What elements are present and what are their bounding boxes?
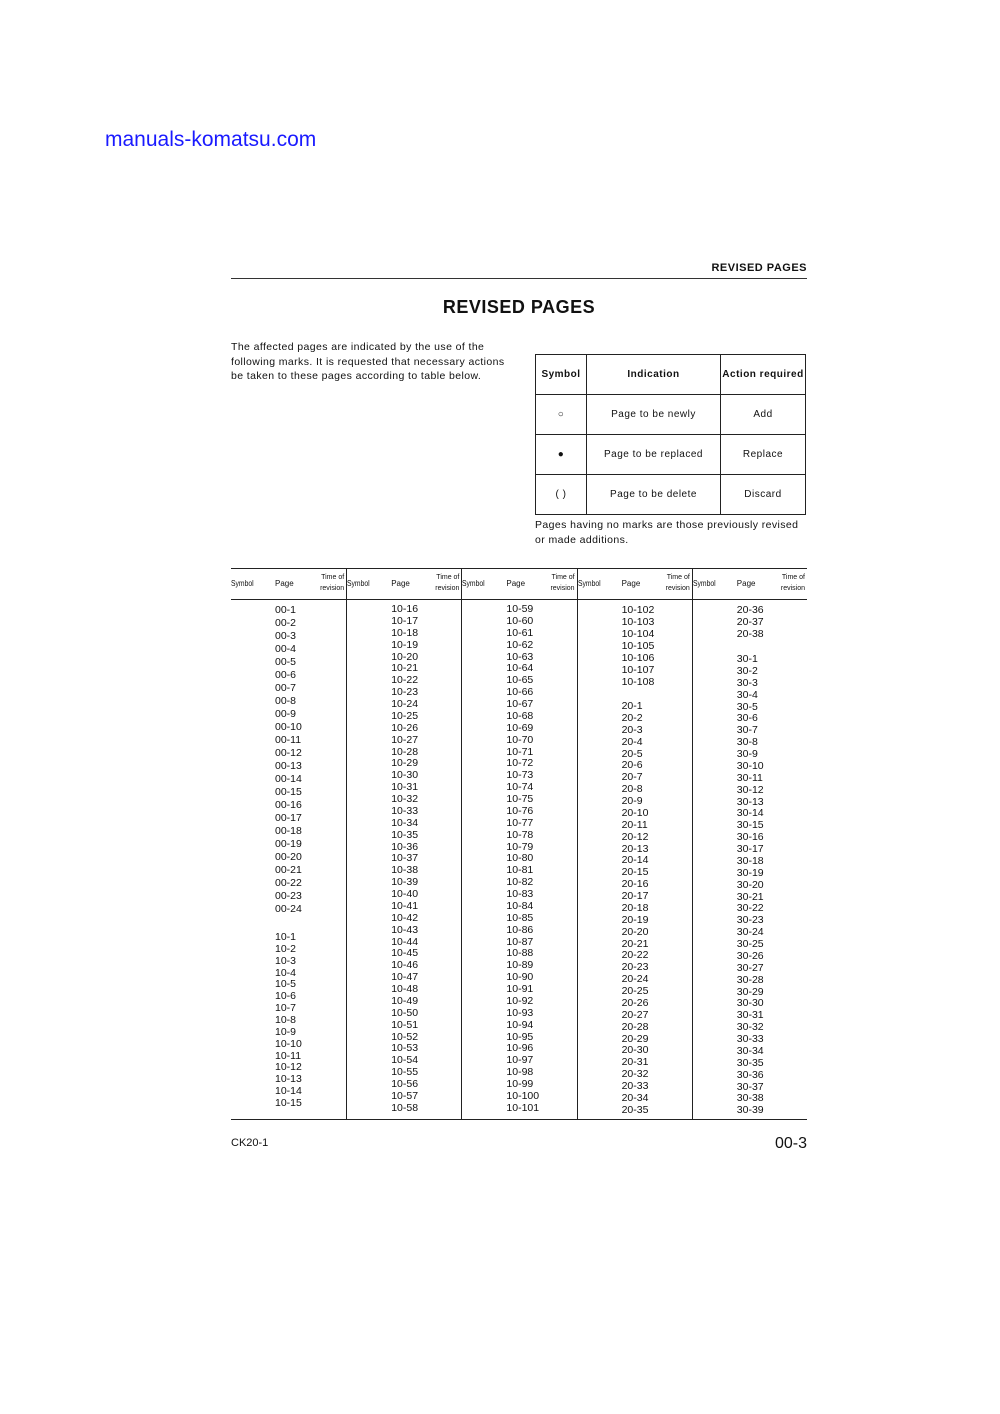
legend-indication: Page to be delete bbox=[587, 475, 721, 515]
page-entry: 10-88 bbox=[506, 947, 534, 960]
table-column bbox=[231, 569, 346, 1119]
page-entry: 20-6 bbox=[621, 759, 643, 772]
page-entry: 10-38 bbox=[391, 864, 419, 877]
page-entry: 30-5 bbox=[736, 700, 758, 713]
col-header-time: Time of revision bbox=[550, 574, 575, 592]
page-entry: 10-49 bbox=[391, 994, 419, 1007]
page-entry: 30-8 bbox=[736, 736, 758, 749]
page-entry: 30-23 bbox=[736, 914, 764, 927]
page-entry: 10-16 bbox=[391, 603, 419, 615]
page-entry: 10-91 bbox=[506, 983, 534, 995]
page-entry: 10-105 bbox=[621, 640, 655, 652]
col-header-symbol: Symbol bbox=[577, 579, 601, 588]
page-entry: 10-89 bbox=[506, 959, 534, 972]
page-entry: 10-68 bbox=[506, 709, 534, 722]
col-header-page: Page bbox=[621, 579, 641, 588]
col-header-time: Time of revision bbox=[320, 574, 345, 592]
legend-note: Pages having no marks are those previously revised or made additions. bbox=[535, 519, 799, 546]
page-group bbox=[275, 932, 302, 1110]
page-entry: 30-32 bbox=[736, 1021, 764, 1034]
page-entry: 30-9 bbox=[736, 748, 758, 760]
page-entry: 20-31 bbox=[621, 1056, 649, 1069]
page-entry: 30-35 bbox=[736, 1056, 764, 1069]
page-entry: 30-14 bbox=[736, 807, 764, 820]
page-entry: 10-23 bbox=[391, 686, 419, 699]
legend-indication: Page to be replaced bbox=[587, 435, 721, 475]
page-group bbox=[506, 604, 539, 1115]
page-entry: 10-57 bbox=[391, 1089, 419, 1102]
page-entry: 30-34 bbox=[736, 1044, 764, 1057]
page-entry: 10-47 bbox=[391, 971, 419, 984]
legend-symbol: ○ bbox=[536, 395, 587, 435]
page-entry: 10-22 bbox=[391, 674, 419, 687]
page-entry: 10-60 bbox=[506, 614, 534, 627]
page-entry: 20-27 bbox=[621, 1008, 649, 1021]
page-entry: 00-15 bbox=[275, 786, 302, 798]
page-entry: 30-29 bbox=[736, 985, 764, 998]
page-entry: 10-85 bbox=[506, 911, 534, 924]
page-entry: 10-26 bbox=[391, 721, 419, 734]
running-header: REVISED PAGES bbox=[711, 262, 807, 274]
page-entry: 10-3 bbox=[275, 954, 297, 967]
page-entry: 20-22 bbox=[621, 949, 649, 962]
page-entry: 20-17 bbox=[621, 890, 649, 902]
page-entry: 20-2 bbox=[621, 711, 643, 724]
page-group bbox=[275, 604, 302, 916]
table-column bbox=[346, 569, 461, 1119]
page-entry: 10-87 bbox=[506, 935, 534, 948]
page-group bbox=[391, 604, 418, 1115]
page-entry: 10-67 bbox=[506, 698, 534, 710]
page-entry: 30-38 bbox=[736, 1092, 764, 1105]
page-entry: 10-7 bbox=[275, 1002, 297, 1015]
page-entry: 10-86 bbox=[506, 923, 534, 936]
page-entry: 10-56 bbox=[391, 1078, 419, 1090]
page-entry: 10-21 bbox=[391, 662, 419, 675]
legend-action: Replace bbox=[721, 435, 806, 475]
page-entry: 10-12 bbox=[275, 1061, 302, 1074]
page-entry: 10-1 bbox=[275, 931, 297, 943]
page-entry: 10-98 bbox=[506, 1066, 534, 1079]
page-entry: 10-79 bbox=[506, 840, 534, 853]
page-entry: 00-3 bbox=[275, 630, 297, 642]
table-column bbox=[461, 569, 576, 1119]
page-entry: 10-107 bbox=[621, 664, 655, 676]
page-entry: 10-53 bbox=[391, 1042, 419, 1055]
page-entry: 10-97 bbox=[506, 1054, 534, 1067]
header-rule bbox=[231, 278, 807, 279]
page-entry: 30-11 bbox=[736, 771, 763, 784]
page-entry: 20-38 bbox=[736, 628, 764, 640]
page-entry: 30-4 bbox=[736, 688, 758, 701]
page-entry: 10-50 bbox=[391, 1006, 419, 1019]
col-header-symbol: Symbol bbox=[692, 579, 716, 588]
page-entry: 20-16 bbox=[621, 878, 649, 891]
legend-header-action: Action required bbox=[721, 355, 806, 395]
page-entry: 30-17 bbox=[736, 843, 764, 855]
page-entry: 10-69 bbox=[506, 721, 534, 734]
page-entry: 20-4 bbox=[621, 735, 643, 748]
page-entry: 10-108 bbox=[621, 676, 655, 688]
page-entry: 10-36 bbox=[391, 840, 419, 853]
page-entry: 00-11 bbox=[275, 734, 302, 746]
page-entry: 10-62 bbox=[506, 638, 534, 651]
page-entry: 10-59 bbox=[506, 603, 534, 615]
page-entry: 20-11 bbox=[621, 818, 648, 831]
page-entry: 10-11 bbox=[275, 1049, 302, 1062]
legend-table bbox=[535, 354, 806, 515]
page-entry: 00-12 bbox=[275, 747, 302, 759]
page-entry: 10-17 bbox=[391, 614, 419, 627]
col-header-symbol: Symbol bbox=[231, 579, 254, 588]
page-entry: 10-37 bbox=[391, 852, 419, 865]
legend-action: Add bbox=[721, 395, 806, 435]
page-entry: 10-30 bbox=[391, 769, 419, 782]
page-entry: 10-102 bbox=[621, 604, 655, 616]
legend-indication: Page to be newly bbox=[587, 395, 721, 435]
page-entry: 10-48 bbox=[391, 983, 419, 995]
page-entry: 10-58 bbox=[391, 1101, 419, 1114]
page-entry: 00-13 bbox=[275, 760, 302, 772]
page-entry: 10-94 bbox=[506, 1018, 534, 1031]
revision-table bbox=[231, 568, 807, 1120]
page-entry: 10-5 bbox=[275, 978, 297, 991]
page-entry: 10-104 bbox=[621, 628, 655, 640]
page-entry: 10-93 bbox=[506, 1006, 534, 1019]
page-entry: 30-15 bbox=[736, 819, 764, 832]
page-entry: 10-24 bbox=[391, 698, 419, 710]
page-entry: 00-17 bbox=[275, 812, 302, 824]
page-entry: 10-96 bbox=[506, 1042, 534, 1055]
page-entry: 10-20 bbox=[391, 650, 419, 663]
page-entry: 20-8 bbox=[621, 783, 643, 796]
page-entry: 00-16 bbox=[275, 799, 302, 811]
page-entry: 10-95 bbox=[506, 1030, 534, 1043]
col-header-symbol: Symbol bbox=[462, 579, 486, 588]
page-entry: 30-2 bbox=[736, 664, 758, 677]
page-entry: 10-55 bbox=[391, 1066, 419, 1079]
page-entry: 00-5 bbox=[275, 656, 297, 668]
col-header-time: Time of revision bbox=[435, 574, 460, 592]
page-entry: 20-3 bbox=[621, 723, 643, 736]
page-entry: 30-31 bbox=[736, 1009, 764, 1022]
page-entry: 00-6 bbox=[275, 669, 297, 681]
page-entry: 10-52 bbox=[391, 1030, 419, 1043]
page-entry: 30-36 bbox=[736, 1068, 764, 1081]
page-entry: 10-76 bbox=[506, 804, 534, 817]
page-entry: 30-26 bbox=[736, 949, 764, 962]
page-entry: 20-23 bbox=[621, 961, 649, 974]
page-entry: 10-18 bbox=[391, 626, 419, 639]
page-entry: 20-5 bbox=[621, 747, 643, 760]
page-entry: 10-27 bbox=[391, 733, 419, 746]
col-header-time: Time of revision bbox=[780, 574, 805, 592]
page-entry: 10-2 bbox=[275, 942, 297, 955]
page-group bbox=[622, 604, 655, 688]
page-entry: 10-43 bbox=[391, 923, 419, 936]
page-entry: 10-45 bbox=[391, 947, 419, 960]
page-entry: 30-37 bbox=[736, 1080, 764, 1093]
legend-row bbox=[536, 435, 806, 475]
page-entry: 30-7 bbox=[736, 724, 758, 737]
page-entry: 20-32 bbox=[621, 1068, 649, 1081]
page-entry: 00-4 bbox=[275, 643, 297, 655]
page-entry: 20-36 bbox=[736, 604, 764, 616]
page-entry: 10-34 bbox=[391, 816, 419, 829]
page-entry: 00-1 bbox=[275, 604, 297, 616]
page-entry: 10-33 bbox=[391, 804, 419, 817]
page-entry: 30-20 bbox=[736, 878, 764, 891]
page-entry: 30-19 bbox=[736, 866, 764, 879]
page-entry: 10-63 bbox=[506, 650, 534, 663]
page-entry: 10-42 bbox=[391, 911, 419, 924]
page-entry: 10-75 bbox=[506, 793, 534, 805]
page-entry: 00-21 bbox=[275, 864, 302, 876]
page-entry: 30-12 bbox=[736, 783, 764, 796]
page-entry: 10-25 bbox=[391, 709, 419, 722]
page-entry: 00-23 bbox=[275, 890, 302, 902]
page-entry: 10-72 bbox=[506, 757, 534, 770]
page-entry: 30-25 bbox=[736, 938, 764, 950]
page-entry: 10-10 bbox=[275, 1037, 302, 1050]
page-entry: 10-70 bbox=[506, 733, 534, 746]
page-entry: 10-29 bbox=[391, 757, 419, 770]
legend-header-indication: Indication bbox=[587, 355, 721, 395]
page-entry: 10-8 bbox=[275, 1014, 297, 1027]
page-entry: 30-13 bbox=[736, 795, 764, 808]
legend-symbol: ( ) bbox=[536, 475, 587, 515]
page-entry: 20-25 bbox=[621, 985, 649, 997]
page-entry: 10-40 bbox=[391, 888, 419, 900]
page-entry: 10-64 bbox=[506, 662, 534, 675]
page-entry: 20-34 bbox=[621, 1091, 649, 1104]
page-entry: 10-103 bbox=[621, 616, 655, 628]
page-entry: 00-9 bbox=[275, 708, 297, 720]
page-entry: 10-41 bbox=[391, 899, 419, 912]
page-entry: 30-16 bbox=[736, 831, 764, 844]
page-entry: 10-32 bbox=[391, 793, 419, 805]
page-entry: 00-2 bbox=[275, 617, 297, 629]
page-entry: 10-92 bbox=[506, 994, 534, 1007]
page-entry: 10-28 bbox=[391, 745, 419, 758]
page-entry: 10-82 bbox=[506, 876, 534, 889]
page-entry: 00-22 bbox=[275, 877, 302, 889]
col-header-page: Page bbox=[736, 579, 756, 588]
page-entry: 20-30 bbox=[621, 1044, 649, 1057]
legend-action: Discard bbox=[721, 475, 806, 515]
page-entry: 20-9 bbox=[621, 795, 643, 807]
page-entry: 30-3 bbox=[736, 676, 758, 689]
page-entry: 00-7 bbox=[275, 682, 297, 694]
page-entry: 00-20 bbox=[275, 851, 302, 863]
page-entry: 10-13 bbox=[275, 1073, 302, 1086]
page-entry: 20-13 bbox=[621, 842, 649, 855]
page-entry: 30-39 bbox=[736, 1104, 764, 1117]
col-header-page: Page bbox=[506, 579, 526, 588]
col-header-page: Page bbox=[275, 579, 294, 588]
page-entry: 30-10 bbox=[736, 759, 764, 772]
page-number: 00-3 bbox=[774, 1135, 807, 1152]
page-entry: 10-9 bbox=[275, 1025, 297, 1038]
page-entry: 10-80 bbox=[506, 852, 534, 865]
page-entry: 00-18 bbox=[275, 825, 302, 837]
page-entry: 20-35 bbox=[621, 1103, 649, 1116]
page-entry: 10-65 bbox=[506, 674, 534, 687]
page-entry: 30-18 bbox=[736, 854, 764, 867]
page-entry: 10-66 bbox=[506, 686, 534, 699]
page-entry: 30-21 bbox=[736, 890, 764, 903]
page-entry: 10-84 bbox=[506, 899, 534, 912]
page-entry: 20-10 bbox=[621, 806, 649, 819]
page-entry: 00-8 bbox=[275, 695, 297, 707]
page-entry: 20-21 bbox=[621, 937, 649, 950]
page-entry: 30-1 bbox=[736, 653, 758, 665]
page-entry: 20-26 bbox=[621, 996, 649, 1009]
page-entry: 10-99 bbox=[506, 1078, 534, 1090]
page-entry: 20-18 bbox=[621, 901, 649, 914]
page-entry: 20-12 bbox=[621, 830, 649, 843]
page-entry: 10-44 bbox=[391, 935, 419, 948]
page-entry: 20-14 bbox=[621, 854, 649, 867]
page-group bbox=[737, 604, 764, 640]
legend-header-symbol: Symbol bbox=[536, 355, 587, 395]
page-entry: 10-83 bbox=[506, 888, 534, 900]
page-entry: 10-19 bbox=[391, 638, 419, 651]
page-entry: 10-39 bbox=[391, 876, 419, 889]
page-entry: 20-29 bbox=[621, 1032, 649, 1045]
page-entry: 10-54 bbox=[391, 1054, 419, 1067]
page-entry: 00-14 bbox=[275, 773, 302, 785]
page-entry: 10-46 bbox=[391, 959, 419, 972]
page-entry: 10-90 bbox=[506, 971, 534, 984]
page-entry: 10-61 bbox=[506, 626, 534, 639]
page-entry: 10-15 bbox=[275, 1097, 302, 1110]
page-entry: 10-35 bbox=[391, 828, 419, 841]
model-code: CK20-1 bbox=[231, 1137, 269, 1149]
page-entry: 30-6 bbox=[736, 712, 758, 725]
page-entry: 10-106 bbox=[621, 652, 655, 664]
page-entry: 00-24 bbox=[275, 903, 302, 915]
page-entry: 20-7 bbox=[621, 771, 643, 784]
page-entry: 00-19 bbox=[275, 838, 302, 850]
page-group bbox=[622, 701, 649, 1117]
page-entry: 20-19 bbox=[621, 913, 649, 926]
page-entry: 10-100 bbox=[506, 1089, 540, 1102]
page-entry: 10-78 bbox=[506, 828, 534, 841]
page-entry: 10-81 bbox=[506, 864, 534, 877]
watermark-link[interactable]: manuals-komatsu.com bbox=[105, 128, 317, 151]
page-entry: 30-30 bbox=[736, 997, 764, 1010]
page-entry: 10-71 bbox=[506, 745, 534, 758]
col-header-time: Time of revision bbox=[665, 574, 690, 592]
page-entry: 10-73 bbox=[506, 769, 534, 782]
page-entry: 30-24 bbox=[736, 926, 764, 939]
legend-symbol: ● bbox=[536, 435, 587, 475]
page-entry: 10-77 bbox=[506, 816, 534, 829]
table-column bbox=[577, 569, 692, 1119]
page-entry: 10-31 bbox=[391, 781, 419, 794]
page-entry: 10-6 bbox=[275, 990, 297, 1003]
page-entry: 20-33 bbox=[621, 1080, 649, 1092]
page-entry: 20-20 bbox=[621, 925, 649, 938]
table-column bbox=[692, 569, 807, 1119]
page-entry: 20-37 bbox=[736, 616, 764, 628]
page-entry: 10-101 bbox=[506, 1101, 540, 1114]
page-entry: 20-15 bbox=[621, 866, 649, 879]
intro-text: The affected pages are indicated by the use of the following marks. It is requested that necessary actions be taken to these pages according to table below. bbox=[231, 341, 505, 382]
legend-row bbox=[536, 395, 806, 435]
page-group bbox=[737, 654, 764, 1117]
page-entry: 30-28 bbox=[736, 973, 764, 986]
col-header-page: Page bbox=[391, 579, 410, 588]
legend-row bbox=[536, 475, 806, 515]
page-entry: 20-24 bbox=[621, 973, 649, 986]
page-entry: 10-4 bbox=[275, 966, 297, 979]
page-title: REVISED PAGES bbox=[442, 297, 596, 317]
page-entry: 10-51 bbox=[391, 1018, 419, 1031]
page-entry: 00-10 bbox=[275, 721, 302, 733]
page-entry: 10-74 bbox=[506, 781, 534, 794]
page-entry: 20-1 bbox=[621, 700, 643, 712]
page-entry: 30-22 bbox=[736, 902, 764, 915]
page-entry: 10-14 bbox=[275, 1085, 302, 1098]
page-entry: 30-33 bbox=[736, 1033, 764, 1045]
col-header-symbol: Symbol bbox=[347, 579, 370, 588]
page-entry: 30-27 bbox=[736, 961, 764, 974]
legend-header-row bbox=[536, 355, 806, 395]
page-entry: 20-28 bbox=[621, 1020, 649, 1033]
